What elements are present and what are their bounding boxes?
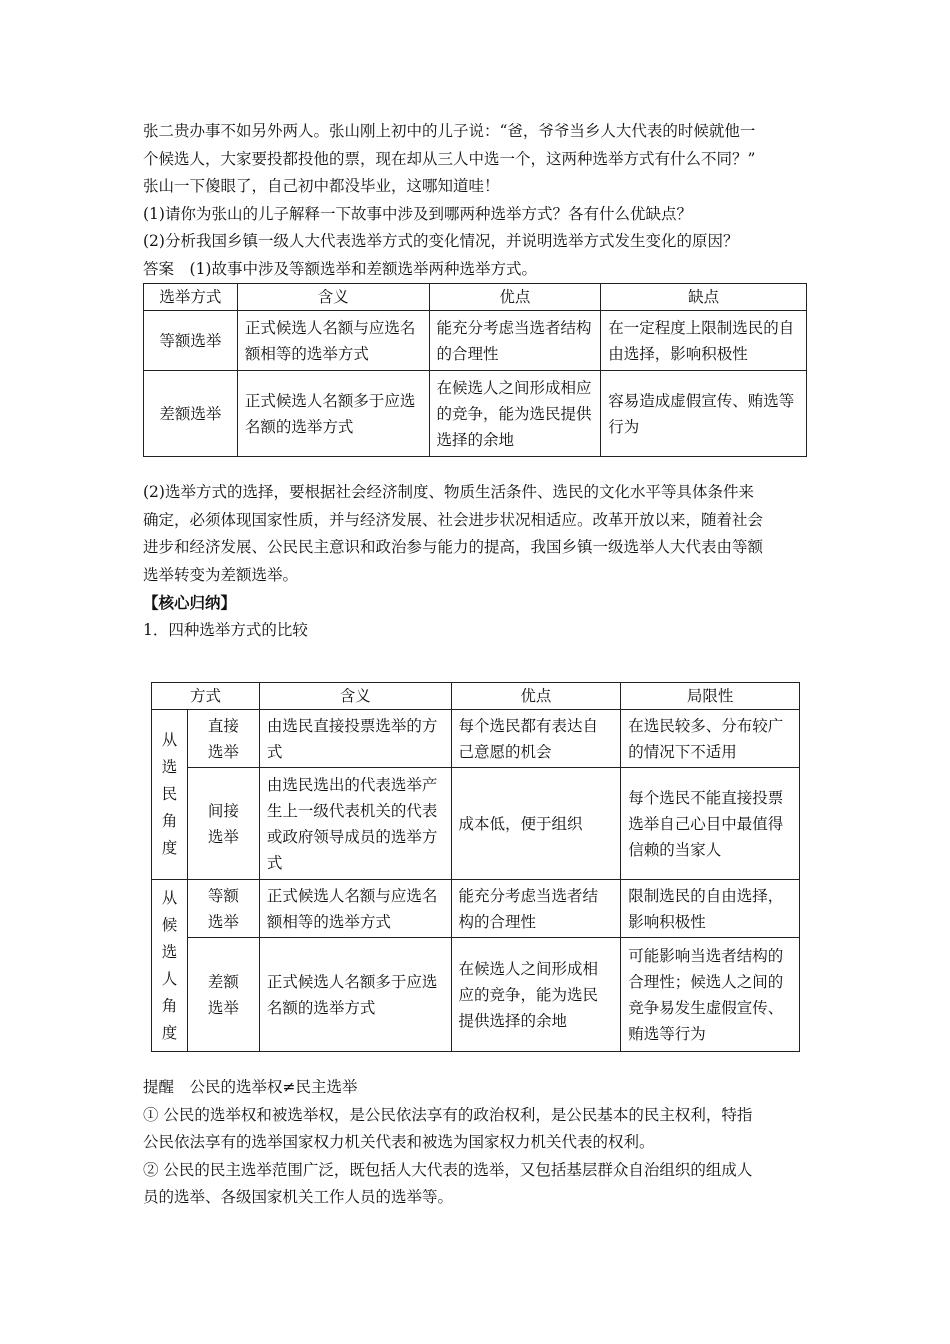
header-cell: 优点 xyxy=(451,683,621,710)
comparison-table-1 xyxy=(143,283,807,457)
meaning-cell: 正式候选人名额与应选名额相等的选举方式 xyxy=(237,311,429,371)
method-line: 等额 xyxy=(207,886,239,905)
reminder-item-2: ② 公民的民主选举范围广泛，既包括人大代表的选举，又包括基层群众自治组织的组成人 xyxy=(143,1160,753,1179)
answer-2-line: 确定，必须体现国家性质，并与经济发展、社会进步状况相适应。改革开放以来，随着社会 xyxy=(143,510,764,529)
comparison-table-2 xyxy=(151,682,800,1052)
group-label-char: 选 xyxy=(161,942,178,961)
meaning-cell: 由选民选出的代表选举产生上一级代表机关的代表或政府领导成员的选举方式 xyxy=(259,768,451,880)
document-page xyxy=(143,118,811,1212)
answer-1-text: (1)故事中涉及等额选举和差额选举两种选举方式。 xyxy=(189,259,537,278)
group-label-char: 民 xyxy=(161,785,178,803)
table-row xyxy=(152,768,800,880)
intro-line: 张二贵办事不如另外两人。张山刚上初中的儿子说：“爸，爷爷当乡人大代表的时候就他一 xyxy=(143,122,756,140)
method-line: 间接 xyxy=(207,801,239,820)
method-cell xyxy=(187,938,259,1052)
group-label-char: 选 xyxy=(161,758,178,776)
group-label-char: 角 xyxy=(161,996,178,1015)
table-row xyxy=(144,371,807,457)
header-cell: 含义 xyxy=(237,284,429,311)
group-label-char: 从 xyxy=(161,731,178,749)
pros-cell: 成本低，便于组织 xyxy=(451,768,621,880)
meaning-cell: 正式候选人名额多于应选名额的选举方式 xyxy=(259,938,451,1052)
group-label-char: 度 xyxy=(161,839,178,857)
pros-cell: 能充分考虑当选者结构的合理性 xyxy=(451,880,621,938)
method-line: 直接 xyxy=(207,716,239,735)
header-cell: 含义 xyxy=(259,683,451,710)
method-cell xyxy=(187,880,259,938)
group-label-char: 候 xyxy=(161,915,178,934)
answer-2-line: 进步和经济发展、公民民主意识和政治参与能力的提高，我国乡镇一级选举人大代表由等额 xyxy=(143,538,764,556)
table-header-row xyxy=(144,284,807,311)
method-line: 选举 xyxy=(207,742,239,761)
meaning-cell: 正式候选人名额多于应选名额的选举方式 xyxy=(237,371,429,457)
cons-cell: 容易造成虚假宣传、贿选等行为 xyxy=(601,371,807,457)
group-label-voter-perspective xyxy=(152,710,188,880)
method-cell: 差额选举 xyxy=(144,371,238,457)
pros-cell: 每个选民都有表达自己意愿的机会 xyxy=(451,710,621,768)
group-label-char: 从 xyxy=(161,888,178,907)
header-cell: 方式 xyxy=(152,683,260,710)
limits-cell: 可能影响当选者结构的合理性；候选人之间的竞争易发生虚假宣传、贿选等行为 xyxy=(621,938,800,1052)
method-line: 选举 xyxy=(207,998,239,1017)
group-label-char: 角 xyxy=(161,812,178,830)
intro-line: 个候选人，大家要投都投他的票，现在却从三人中选一个，这两种选举方式有什么不同？” xyxy=(143,149,756,168)
limits-cell: 限制选民的自由选择，影响积极性 xyxy=(621,880,800,938)
header-cell: 局限性 xyxy=(621,683,800,710)
method-line: 差额 xyxy=(207,972,239,991)
table-row xyxy=(152,710,800,768)
header-cell: 缺点 xyxy=(601,284,807,311)
reminder-item-1: 公民依法享有的选举国家权力机关代表和被选为国家权力机关代表的权利。 xyxy=(143,1133,655,1151)
method-line: 选举 xyxy=(207,827,239,846)
reminder-item-1: ① 公民的选举权和被选举权，是公民依法享有的政治权利，是公民基本的民主权利，特指 xyxy=(143,1105,753,1124)
table-row xyxy=(144,311,807,371)
answer-1 xyxy=(143,256,811,284)
meaning-cell: 正式候选人名额与应选名额相等的选举方式 xyxy=(259,880,451,938)
core-heading: 【核心归纳】 xyxy=(143,593,237,612)
question-1: (1)请你为张山的儿子解释一下故事中涉及到哪两种选举方式？各有什么优缺点？ xyxy=(143,204,692,223)
answer-2-line: 选举转变为差额选举。 xyxy=(143,565,299,584)
table-row xyxy=(152,938,800,1052)
header-cell: 选举方式 xyxy=(144,284,238,311)
method-cell xyxy=(187,768,259,880)
cons-cell: 在一定程度上限制选民的自由选择，影响积极性 xyxy=(601,311,807,371)
table-header-row xyxy=(152,683,800,710)
pros-cell: 能充分考虑当选者结构的合理性 xyxy=(429,311,601,371)
meaning-cell: 由选民直接投票选举的方式 xyxy=(259,710,451,768)
pros-cell: 在候选人之间形成相应的竞争，能为选民提供选择的余地 xyxy=(451,938,621,1052)
group-label-char: 人 xyxy=(161,969,178,988)
group-label-char: 度 xyxy=(161,1023,178,1042)
intro-line: 张山一下傻眼了，自己初中都没毕业，这哪知道哇！ xyxy=(143,177,500,195)
core-subheading: 1．四种选举方式的比较 xyxy=(143,620,308,639)
reminder-title: 提醒 公民的选举权≠民主选举 xyxy=(143,1078,358,1096)
method-cell xyxy=(187,710,259,768)
group-label-candidate-perspective xyxy=(152,880,188,1052)
answer-label: 答案 xyxy=(143,259,175,278)
limits-cell: 每个选民不能直接投票选举自己心目中最值得信赖的当家人 xyxy=(621,768,800,880)
table-row xyxy=(152,880,800,938)
method-cell: 等额选举 xyxy=(144,311,238,371)
answer-2-line: (2)选举方式的选择，要根据社会经济制度、物质生活条件、选民的文化水平等具体条件来 xyxy=(143,483,754,501)
pros-cell: 在候选人之间形成相应的竞争，能为选民提供选择的余地 xyxy=(429,371,601,457)
reminder-item-2: 员的选举、各级国家机关工作人员的选举等。 xyxy=(143,1188,454,1206)
method-line: 选举 xyxy=(207,912,239,931)
question-2: (2)分析我国乡镇一级人大代表选举方式的变化情况，并说明选举方式发生变化的原因？ xyxy=(143,232,739,250)
header-cell: 优点 xyxy=(429,284,601,311)
limits-cell: 在选民较多、分布较广的情况下不适用 xyxy=(621,710,800,768)
